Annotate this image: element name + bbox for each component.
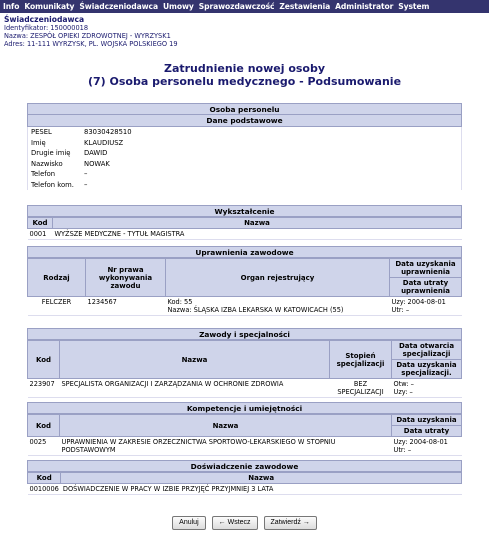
- section-doswiadczenie-title: Doświadczenie zawodowe: [27, 460, 462, 472]
- field-value: –: [84, 170, 88, 179]
- section-dane-podstawowe-title: Dane podstawowe: [27, 115, 462, 127]
- col-kod: Kod: [28, 341, 60, 379]
- section-uprawnienia-title: Uprawnienia zawodowe: [27, 246, 462, 258]
- field-pesel: [27, 127, 462, 138]
- date-utraty: Utr: –: [393, 446, 412, 454]
- provider-name: Nazwa: ZESPÓŁ OPIEKI ZDROWOTNEJ - WYRZYSK1: [4, 32, 171, 40]
- cell-rodzaj: FELCZER: [28, 297, 86, 316]
- field-drugie-imie: [27, 148, 462, 159]
- section-uprawnienia: [27, 246, 462, 316]
- col-nazwa: Nazwa: [60, 341, 330, 379]
- field-telefon: [27, 169, 462, 180]
- cancel-button[interactable]: Anuluj: [172, 516, 205, 530]
- table-row: [28, 297, 462, 316]
- col-data-otwarcia: Data otwarcia specjalizacji: [392, 341, 462, 360]
- field-label: Telefon kom.: [31, 180, 74, 189]
- confirm-button[interactable]: Zatwierdź →: [264, 516, 317, 530]
- organ-kod: Kod: 55: [167, 298, 193, 306]
- col-data-uzyskania: Data uzyskania: [392, 415, 462, 426]
- field-nazwisko: [27, 159, 462, 170]
- date-utraty: Utr: –: [391, 306, 410, 314]
- cell-nazwa: DOŚWIADCZENIE W PRACY W IZBIE PRZYJĘĆ PRZYJMNIEJ 3 LATA: [61, 484, 462, 495]
- col-nazwa: Nazwa: [53, 218, 462, 229]
- cell-daty: [392, 379, 462, 398]
- table-row: [28, 484, 462, 495]
- cell-kod: 223907: [28, 379, 60, 398]
- col-nazwa: Nazwa: [60, 415, 392, 437]
- field-value: 83030428510: [84, 128, 132, 137]
- back-button[interactable]: ← Wstecz: [212, 516, 258, 530]
- field-label: Drugie imię: [31, 149, 71, 158]
- table-row: [28, 379, 462, 398]
- provider-role: Świadczeniodawca: [4, 15, 85, 24]
- section-osoba-title: Osoba personelu: [27, 103, 462, 115]
- field-label: Telefon: [31, 170, 56, 179]
- date-uzyskania: Uzy: 2004-08-01: [391, 298, 446, 306]
- menu-item-administrator[interactable]: Administrator: [335, 2, 394, 11]
- main-menu: [0, 0, 489, 13]
- field-value: NOWAK: [84, 159, 110, 168]
- menu-item-info[interactable]: Info: [3, 2, 20, 11]
- menu-item-umowy[interactable]: Umowy: [162, 2, 194, 11]
- person-fields: [27, 127, 462, 190]
- section-kompetencje-title: Kompetencje i umiejętności: [27, 402, 462, 414]
- menu-item-zestawienia[interactable]: Zestawienia: [279, 2, 331, 11]
- provider-address: Adres: 11-111 WYRZYSK, PL. WOJSKA POLSKIEGO 19: [4, 40, 178, 48]
- cell-daty: [390, 297, 462, 316]
- cell-nazwa: UPRAWNIENIA W ZAKRESIE ORZECZNICTWA SPORTOWO-LEKARSKIEGO W STOPNIU PODSTAWOWYM: [60, 437, 392, 456]
- cell-organ: [166, 297, 390, 316]
- field-label: Nazwisko: [31, 159, 63, 168]
- section-zawody-title: Zawody i specjalności: [27, 328, 462, 340]
- field-value: KLAUDIUSZ: [84, 138, 124, 147]
- doswiadczenie-table: [27, 472, 462, 495]
- uprawnienia-table: [27, 258, 462, 316]
- cell-nazwa: SPECJALISTA ORGANIZACJI I ZARZĄDZANIA W OCHRONIE ZDROWIA: [60, 379, 330, 398]
- col-organ: Organ rejestrujący: [166, 259, 390, 297]
- field-label: Imię: [31, 138, 46, 147]
- provider-identifier: Identyfikator: 150000018: [4, 24, 89, 32]
- cell-kod: 0001: [28, 229, 53, 240]
- section-zawody: [27, 328, 462, 398]
- col-nr: Nr prawa wykonywania zawodu: [86, 259, 166, 297]
- menu-item-sprawozdawczosc[interactable]: Sprawozdawczość: [198, 2, 275, 11]
- cell-stopien: BEZ SPECJALIZACJI: [330, 379, 392, 398]
- cell-daty: [392, 437, 462, 456]
- table-row: [28, 437, 462, 456]
- cell-kod: 0025: [28, 437, 60, 456]
- col-nazwa: Nazwa: [61, 473, 462, 484]
- col-rodzaj: Rodzaj: [28, 259, 86, 297]
- col-data-uzyskania: Data uzyskania uprawnienia: [390, 259, 462, 278]
- date-uzyskania: Uzy: –: [393, 388, 413, 396]
- col-data-utraty: Data utraty: [392, 426, 462, 437]
- section-wyksztalcenie-title: Wykształcenie: [27, 205, 462, 217]
- field-telefon-kom: [27, 180, 462, 191]
- col-data-utraty: Data utraty uprawnienia: [390, 278, 462, 297]
- col-kod: Kod: [28, 415, 60, 437]
- cell-kod: 0010006: [29, 485, 59, 493]
- cell-nr: 1234567: [86, 297, 166, 316]
- menu-item-system[interactable]: System: [398, 2, 430, 11]
- section-doswiadczenie: [27, 460, 462, 495]
- cell-nazwa: WYŻSZE MEDYCZNE - TYTUŁ MAGISTRA: [53, 229, 462, 240]
- menu-item-komunikaty[interactable]: Komunikaty: [24, 2, 75, 11]
- organ-nazwa: Nazwa: ŚLĄSKA IZBA LEKARSKA W KATOWICACH (55): [167, 306, 344, 314]
- col-kod: Kod: [28, 218, 53, 229]
- menu-item-swiadczeniodawca[interactable]: Świadczeniodawca: [79, 2, 158, 11]
- page-title-line2: (7) Osoba personelu medycznego - Podsumowanie: [87, 75, 402, 88]
- date-uzyskania: Uzy: 2004-08-01: [393, 438, 448, 446]
- page-title: [0, 62, 489, 88]
- field-label: PESEL: [31, 128, 52, 137]
- provider-info: [0, 13, 489, 48]
- col-data-uzyskania: Data uzyskania specjalizacji.: [392, 360, 462, 379]
- section-osoba: [27, 103, 462, 190]
- zawody-table: [27, 340, 462, 398]
- kompetencje-table: [27, 414, 462, 456]
- table-row: [28, 229, 462, 240]
- page-title-line1: Zatrudnienie nowej osoby: [163, 62, 326, 75]
- section-wyksztalcenie: [27, 205, 462, 240]
- wyksztalcenie-table: [27, 217, 462, 240]
- section-kompetencje: [27, 402, 462, 456]
- col-kod: Kod: [28, 473, 61, 484]
- field-value: DAWID: [84, 149, 108, 158]
- field-value: –: [84, 180, 88, 189]
- col-stopien: Stopień specjalizacji: [330, 341, 392, 379]
- field-imie: [27, 138, 462, 149]
- action-buttons: [0, 516, 489, 530]
- date-otwarcia: Otw: –: [393, 380, 414, 388]
